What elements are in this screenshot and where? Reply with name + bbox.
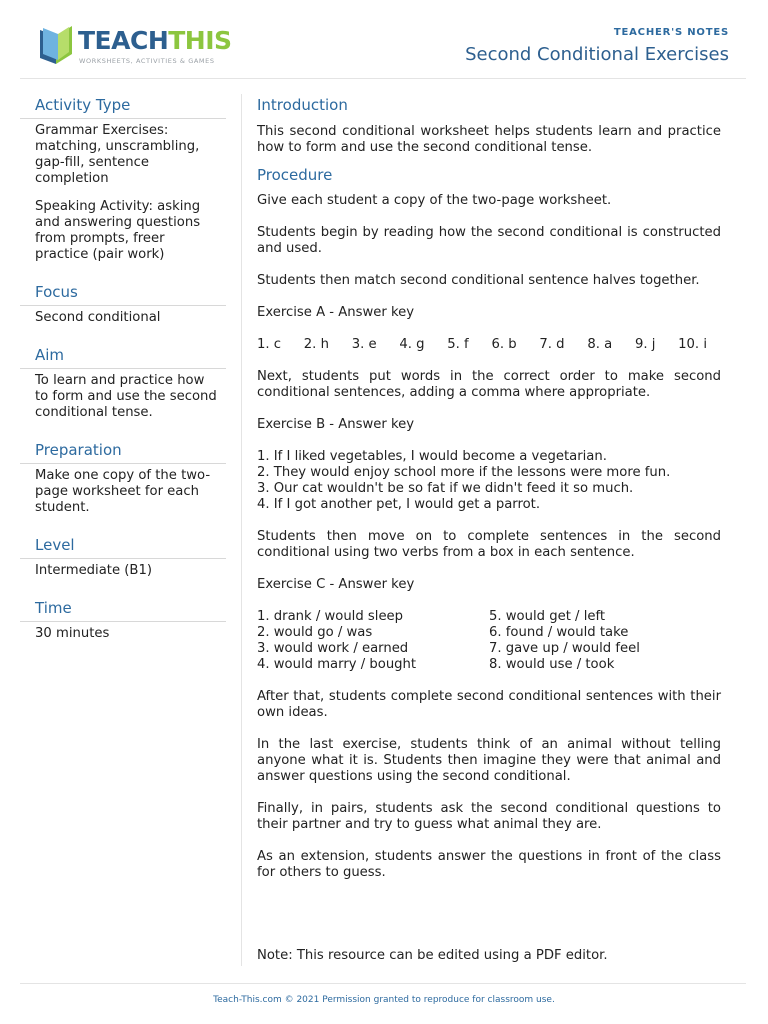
procedure-paragraph: Next, students put words in the correct order to make second conditional sentences, adding a comma where appropriate. <box>257 369 721 400</box>
level-section <box>20 534 226 579</box>
preparation-text: Make one copy of the two-page worksheet for each student. <box>35 468 211 515</box>
answer-item: 1. c <box>257 337 282 352</box>
answer-item: 3. would work / earned <box>257 641 409 656</box>
introduction-heading: Introduction <box>257 96 348 114</box>
activity-type-text-2: Speaking Activity: asking and answering questions from prompts, freer practice (pair work) <box>35 199 201 262</box>
answer-item: 9. j <box>634 337 656 352</box>
exercise-b-label: Exercise B - Answer key <box>257 417 415 432</box>
preparation-section <box>20 439 226 516</box>
answer-item: 2. They would enjoy school more if the lessons were more fun. <box>257 465 671 480</box>
page-header <box>0 0 768 80</box>
answer-item: 1. drank / would sleep <box>257 609 404 624</box>
level-text: Intermediate (B1) <box>35 563 153 578</box>
answer-item: 3. Our cat wouldn't be so fat if we didn't feed it so much. <box>257 481 634 496</box>
answer-item: 5. would get / left <box>489 609 606 624</box>
exercise-a-answer-key <box>257 337 707 353</box>
activity-type-heading: Activity Type <box>20 94 226 119</box>
answer-item: 6. b <box>491 337 517 352</box>
exercise-c-answer-key <box>257 609 721 673</box>
column-divider <box>241 94 242 966</box>
aim-heading: Aim <box>20 344 226 369</box>
procedure-paragraph: Finally, in pairs, students ask the second conditional questions to their partner and try to guess what animal they are. <box>257 801 721 832</box>
activity-type-text-1: Grammar Exercises: matching, unscrambling, gap-fill, sentence completion <box>35 123 200 186</box>
introduction-text: This second conditional worksheet helps students learn and practice how to form and use the second conditional tense. <box>257 124 721 155</box>
logo-tagline: WORKSHEETS, ACTIVITIES & GAMES <box>79 57 215 65</box>
answer-item: 6. found / would take <box>489 625 629 640</box>
teach-this-logo <box>36 24 236 72</box>
focus-text: Second conditional <box>35 310 161 325</box>
procedure-paragraph: After that, students complete second conditional sentences with their own ideas. <box>257 689 721 720</box>
answer-item: 8. a <box>587 337 613 352</box>
editing-note: Note: This resource can be edited using a PDF editor. <box>257 948 608 963</box>
header-divider <box>20 78 746 79</box>
procedure-paragraph: In the last exercise, students think of an animal without telling anyone what it is. Students then imagine they were that animal and answer questions using the second conditional. <box>257 737 721 784</box>
answer-item: 10. i <box>678 337 707 352</box>
time-section <box>20 597 226 642</box>
procedure-paragraph: Students begin by reading how the second conditional is constructed and used. <box>257 225 721 256</box>
footer-divider <box>20 983 746 984</box>
preparation-heading: Preparation <box>20 439 226 464</box>
answer-item: 4. would marry / bought <box>257 657 417 672</box>
focus-section <box>20 281 226 326</box>
procedure-paragraph: Give each student a copy of the two-page worksheet. <box>257 193 612 208</box>
answer-item: 3. e <box>351 337 377 352</box>
procedure-paragraph: Students then move on to complete sentences in the second conditional using two verbs from a box in each sentence. <box>257 529 721 560</box>
answer-item: 2. h <box>303 337 329 352</box>
sidebar <box>20 94 226 660</box>
exercise-b-answer-key <box>257 449 721 513</box>
exercise-c-label: Exercise C - Answer key <box>257 577 415 592</box>
main-content <box>257 94 721 881</box>
logo-wordmark: TEACHTHIS <box>78 26 232 55</box>
book-logo-icon <box>36 24 76 66</box>
procedure-paragraph: Students then match second conditional sentence halves together. <box>257 273 700 288</box>
answer-item: 8. would use / took <box>489 657 615 672</box>
time-text: 30 minutes <box>35 626 110 641</box>
answer-item: 4. If I got another pet, I would get a parrot. <box>257 497 541 512</box>
footer-copyright: Teach-This.com © 2021 Permission granted to reproduce for classroom use. <box>213 995 555 1005</box>
teachers-notes-label: TEACHER'S NOTES <box>613 27 729 38</box>
answer-item: 1. If I liked vegetables, I would become a vegetarian. <box>257 449 607 464</box>
focus-heading: Focus <box>20 281 226 306</box>
answer-item: 5. f <box>447 337 469 352</box>
time-heading: Time <box>20 597 226 622</box>
aim-text: To learn and practice how to form and use the second conditional tense. <box>35 373 217 420</box>
page-title: Second Conditional Exercises <box>465 44 729 65</box>
level-heading: Level <box>20 534 226 559</box>
aim-section <box>20 344 226 421</box>
activity-type-section <box>20 94 226 263</box>
answer-item: 7. d <box>539 337 565 352</box>
answer-item: 2. would go / was <box>257 625 373 640</box>
exercise-a-label: Exercise A - Answer key <box>257 305 415 320</box>
answer-item: 7. gave up / would feel <box>489 641 640 656</box>
answer-item: 4. g <box>399 337 425 352</box>
procedure-paragraph: As an extension, students answer the questions in front of the class for others to guess. <box>257 849 721 880</box>
procedure-heading: Procedure <box>257 166 333 184</box>
